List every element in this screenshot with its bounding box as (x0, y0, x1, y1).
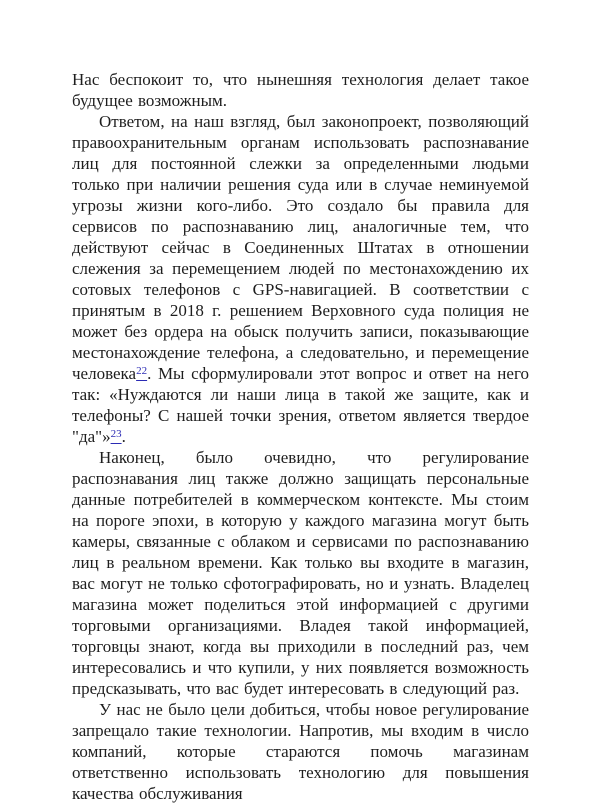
footnote-link-23[interactable] (111, 427, 122, 446)
body-text: Ответом, на наш взгляд, был законопроект, позволяющий правоохранительным органам использовать распознавание лиц для постоянной слежки за определенными людьми только при наличии решения суда или в случае неминуемой угрозы жизни кого-либо. Это создало бы правила для сервисов по распознаванию лиц, аналогичные тем, что действуют сейчас в Соединенных Штатах в отношении слежения за перемещением людей по местонахождению их сотовых телефонов с GPS-навигацией. В соответствии с принятым в 2018 г. решением Верховного суда полиция не может без ордера на обыск получить записи, показывающие местонахождение телефона, а следовательно, и перемещение человека (72, 112, 529, 383)
body-text: . Мы сформулировали этот вопрос и ответ на него так: «Нуждаются ли наши лица в такой же защите, как и телефоны? С нашей точки зрения, ответом является твердое "да"» (72, 364, 529, 446)
body-text: У нас не было цели добиться, чтобы новое регулирование запрещало такие технологии. Напротив, мы входим в число компаний, которые стараются помочь магазинам ответственно использовать технологию для повышения качества обслуживания (72, 700, 529, 803)
paragraph (72, 69, 529, 111)
paragraph (72, 699, 529, 804)
footnote-number: 23 (110, 428, 122, 440)
footnote-link-22[interactable] (136, 364, 147, 383)
page-text-block (72, 69, 529, 804)
footnote-number: 22 (136, 365, 148, 377)
body-text: . (121, 427, 126, 446)
body-text: Наконец, было очевидно, что регулирование распознавания лиц также должно защищать персональные данные потребителей в коммерческом контексте. Мы стоим на пороге эпохи, в которую у каждого магазина могут быть камеры, связанные с облаком и сервисами по распознаванию лиц в реальном времени. Как только вы входите в магазин, вас могут не только сфотографировать, но и узнать. Владелец магазина может поделиться этой информацией с другими торговыми организациями. Владея такой информацией, торговцы знают, когда вы приходили в последний раз, чем интересовались и что купили, у них появляется возможность предсказывать, что вас будет интересовать в следующий раз. (72, 448, 529, 698)
paragraph (72, 447, 529, 699)
body-text: Нас беспокоит то, что нынешняя технология делает такое будущее возможным. (72, 70, 529, 110)
paragraph (72, 111, 529, 447)
